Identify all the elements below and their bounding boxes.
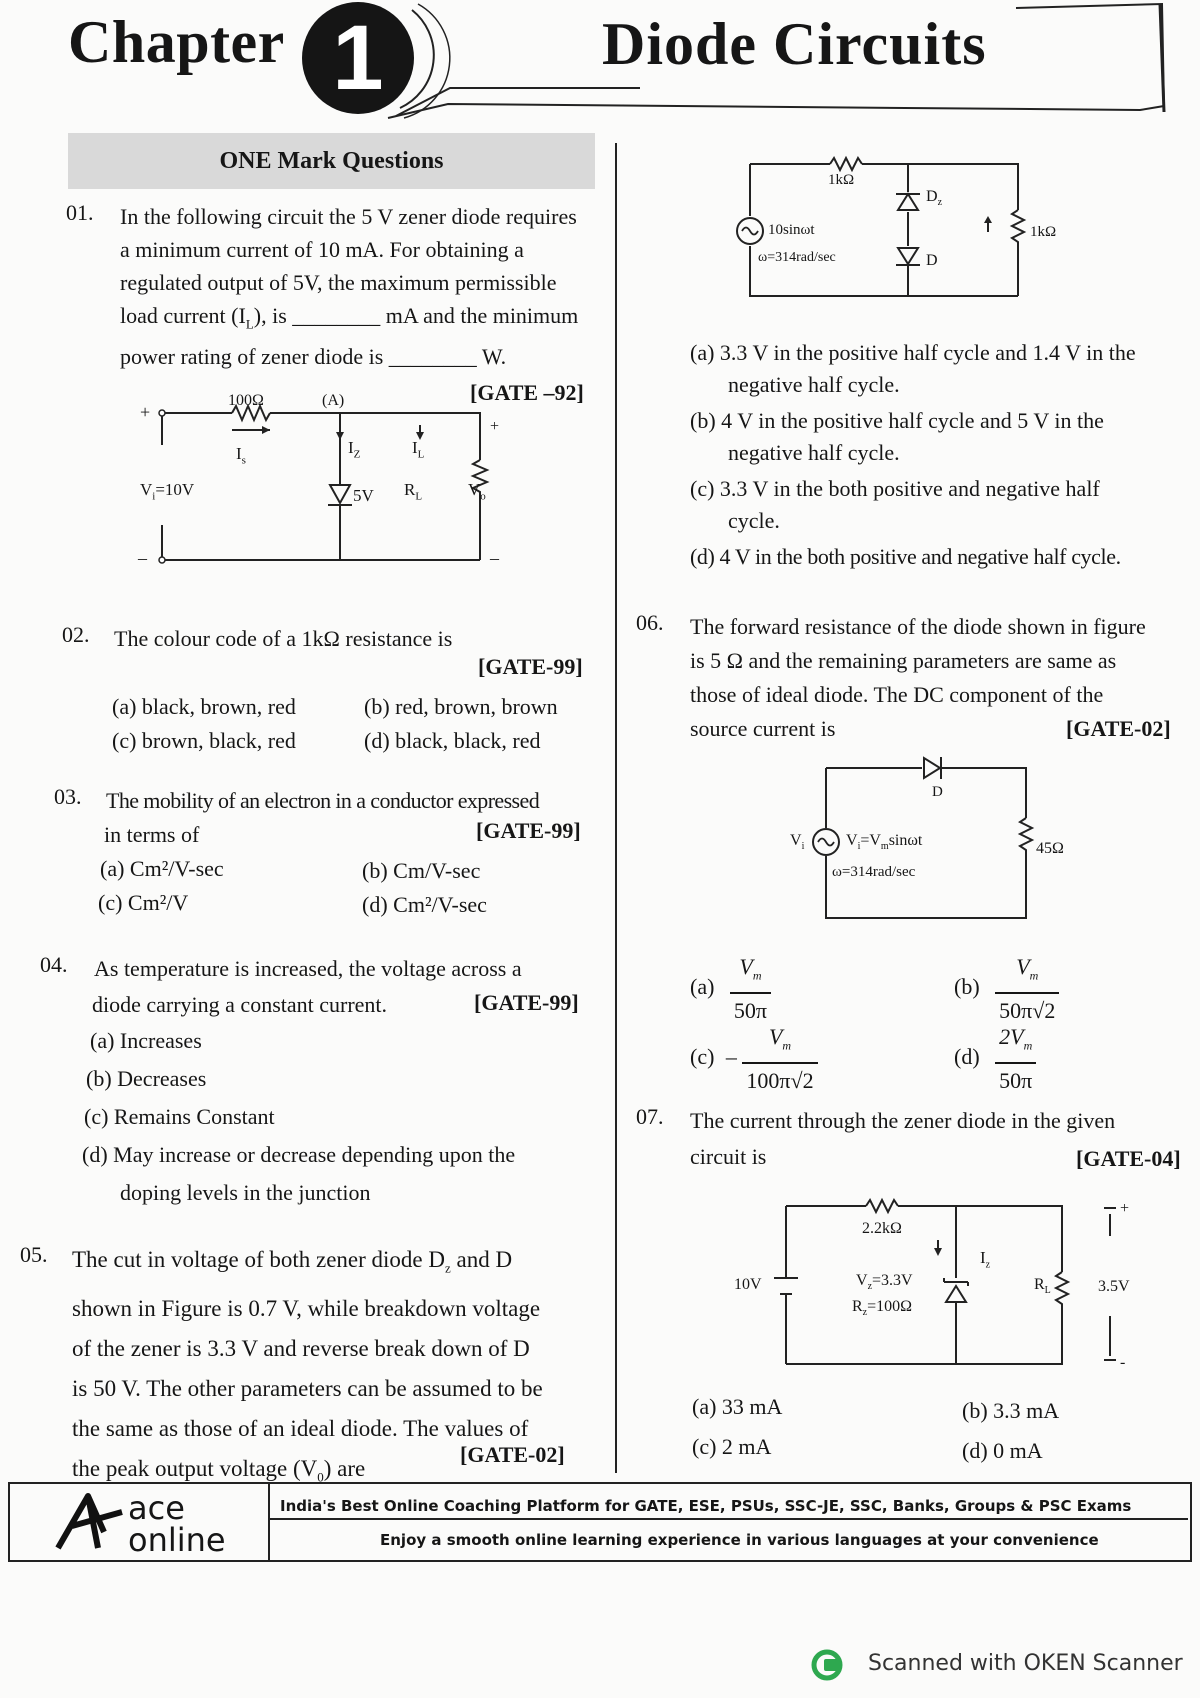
plus-sign: + (140, 402, 151, 422)
question-number: 04. (40, 952, 68, 977)
option-d-continued: doping levels in the junction (120, 1180, 371, 1205)
option-d: (d) $\frac{2V_m}{50\pi}$ (954, 1020, 1036, 1097)
minus-sign: – (138, 548, 147, 568)
question-number: 02. (62, 622, 90, 647)
option-b-continued: negative half cycle. (728, 440, 900, 465)
chapter-label: Chapter (68, 9, 285, 75)
option-b: (b) $\frac{V_m}{50\pi√2}$ (954, 950, 1059, 1027)
zener-shunt-circuit (770, 1196, 1130, 1376)
question-05-text: The cut in voltage of both zener diode $D_z$ and D shown in Figure is 0.7 V, while breakdown voltage of the zener is 3.3 V and reverse break down of D is 50 V. The other parameters can be assumed to be the same as those of an ideal diode. The values of the peak output voltage $(V_0)$ are (72, 1247, 543, 1485)
footer-row-divider (270, 1518, 1188, 1520)
r2-label: 1kΩ (1030, 224, 1057, 240)
vin-label: $V_i=10V$ (140, 480, 195, 503)
minus-sign: - (1120, 1354, 1126, 1371)
option-d: (d) Cm²/V-sec (362, 892, 487, 917)
vz-label: $V_z=3.3V$ (856, 1272, 913, 1293)
vo-minus: – (490, 548, 499, 568)
section-heading: ONE Mark Questions (219, 148, 444, 174)
option-b: (b) 4 V in the positive half cycle and 5 V in the (690, 408, 1104, 433)
footer-logo-text: ace online (128, 1489, 226, 1559)
diode-label: D (932, 784, 943, 800)
option-a: (a) 33 mA (692, 1394, 783, 1419)
chapter-number-badge: 1 (302, 2, 414, 114)
is-label: $I_s$ (236, 444, 246, 467)
zener-regulator-circuit (120, 385, 520, 565)
gate-tag: [GATE-99] (478, 654, 583, 679)
option-a: (a) 3.3 V in the positive half cycle and 1.4 V in the (690, 340, 1136, 365)
option-c: (c) 3.3 V in the both positive and negative half (690, 476, 1100, 501)
question-03-line2: in terms of (104, 822, 200, 847)
question-number: 06. (636, 610, 664, 635)
option-a: (a) black, brown, red (112, 694, 296, 719)
option-c: (c) Remains Constant (84, 1104, 275, 1129)
omega-label: ω=314rad/sec (832, 864, 916, 880)
scanner-logo-icon (810, 1648, 854, 1682)
question-01-text: In the following circuit the 5 V zener diode requires a minimum current of 10 mA. For obtaining a regulated output of 5V, the maximum permissible load current $(I_L)$, is ________ mA and the minimum power rating of zener diode is ________ W. (120, 204, 579, 370)
footer-subtagline: Enjoy a smooth online learning experience in various languages at your convenience (380, 1531, 1099, 1549)
option-b: (b) Decreases (86, 1066, 207, 1091)
omega-label: ω=314rad/sec (758, 250, 836, 265)
option-d: (d) May increase or decrease depending upon the (82, 1142, 516, 1167)
iz-label: $I_z$ (980, 1248, 991, 1271)
option-b: (b) 3.3 mA (962, 1398, 1060, 1423)
node-label: (A) (322, 392, 345, 409)
output-voltage-label: 3.5V (1098, 1278, 1130, 1295)
gate-tag: [GATE-02] (460, 1442, 565, 1467)
half-wave-rectifier-circuit (810, 752, 1040, 922)
source-label: $V_i=V_m\sin\omega t$ (846, 832, 923, 853)
option-d: (d) 0 mA (962, 1438, 1043, 1463)
option-d: (d) 4 V in the both positive and negative half cycle. (690, 544, 1121, 569)
option-c: (c) 2 mA (692, 1434, 772, 1459)
question-number: 03. (54, 784, 82, 809)
question-02-text: The colour code of a 1kΩ resistance is (114, 626, 453, 651)
question-number: 01. (66, 200, 94, 225)
d-label: D (926, 252, 938, 269)
footer-tagline: India's Best Online Coaching Platform for GATE, ESE, PSUs, SSC-JE, SSC, Banks, Groups & PSC Exams (280, 1497, 1132, 1515)
il-label: $I_L$ (412, 438, 425, 461)
column-divider (615, 143, 617, 1473)
question-03-line1: The mobility of an electron in a conductor expressed (106, 788, 540, 813)
option-d: (d) black, black, red (364, 728, 541, 753)
option-b: (b) Cm/V-sec (362, 858, 481, 883)
question-07-line2: circuit is (690, 1144, 767, 1169)
ace-online-logo-icon (52, 1492, 126, 1552)
question-04-line2: diode carrying a constant current. (92, 992, 388, 1017)
iz-label: $I_Z$ (348, 438, 361, 461)
dz-label: $D_z$ (926, 188, 943, 209)
option-b: (b) red, brown, brown (364, 694, 558, 719)
source-label: 10V (734, 1276, 762, 1293)
rl-label: $R_L$ (404, 480, 423, 503)
question-number: 07. (636, 1104, 664, 1129)
r1-label: 1kΩ (828, 172, 855, 188)
vi-label: $V_i$ (790, 832, 805, 853)
option-a: (a) $\frac{V_m}{50\pi}$ (690, 950, 771, 1027)
rz-label: $R_z=100\Omega$ (852, 1298, 913, 1319)
option-a: (a) Increases (90, 1028, 202, 1053)
option-c: (c) – $\frac{V_m}{100\pi√2}$ (690, 1020, 818, 1097)
question-number: 05. (20, 1242, 48, 1267)
footer-divider (268, 1482, 270, 1562)
gate-tag: [GATE-99] (476, 818, 581, 843)
source-label: 10sinωt (768, 222, 815, 238)
rl-label: $R_L$ (1034, 1276, 1051, 1297)
zener-label: 5V (353, 486, 374, 505)
question-04-line1: As temperature is increased, the voltage across a (94, 956, 522, 981)
question-06-text: The forward resistance of the diode shown in figure is 5 Ω and the remaining parameters are same as those of ideal diode. The DC component of the source current is (690, 614, 1146, 741)
option-c: (c) brown, black, red (112, 728, 296, 753)
gate-tag: [GATE-02] (1066, 716, 1171, 741)
option-a-continued: negative half cycle. (728, 372, 900, 397)
option-c: (c) Cm²/V (98, 890, 189, 915)
series-resistor-label: 100Ω (228, 392, 264, 409)
option-a: (a) Cm²/V-sec (100, 856, 224, 881)
gate-tag: [GATE-04] (1076, 1146, 1181, 1171)
gate-tag: [GATE-99] (474, 990, 579, 1015)
question-07-line1: The current through the zener diode in the given (690, 1108, 1116, 1133)
load-resistor-label: 45Ω (1036, 840, 1064, 857)
vo-plus: + (490, 418, 500, 435)
gate-tag: [GATE –92] (470, 380, 584, 405)
scanner-watermark: Scanned with OKEN Scanner (868, 1651, 1183, 1676)
option-c-continued: cycle. (728, 508, 780, 533)
plus-sign: + (1120, 1200, 1130, 1217)
chapter-title: Diode Circuits (602, 11, 987, 77)
series-resistor-label: 2.2kΩ (862, 1220, 902, 1237)
vo-label: $V_o$ (468, 480, 486, 503)
